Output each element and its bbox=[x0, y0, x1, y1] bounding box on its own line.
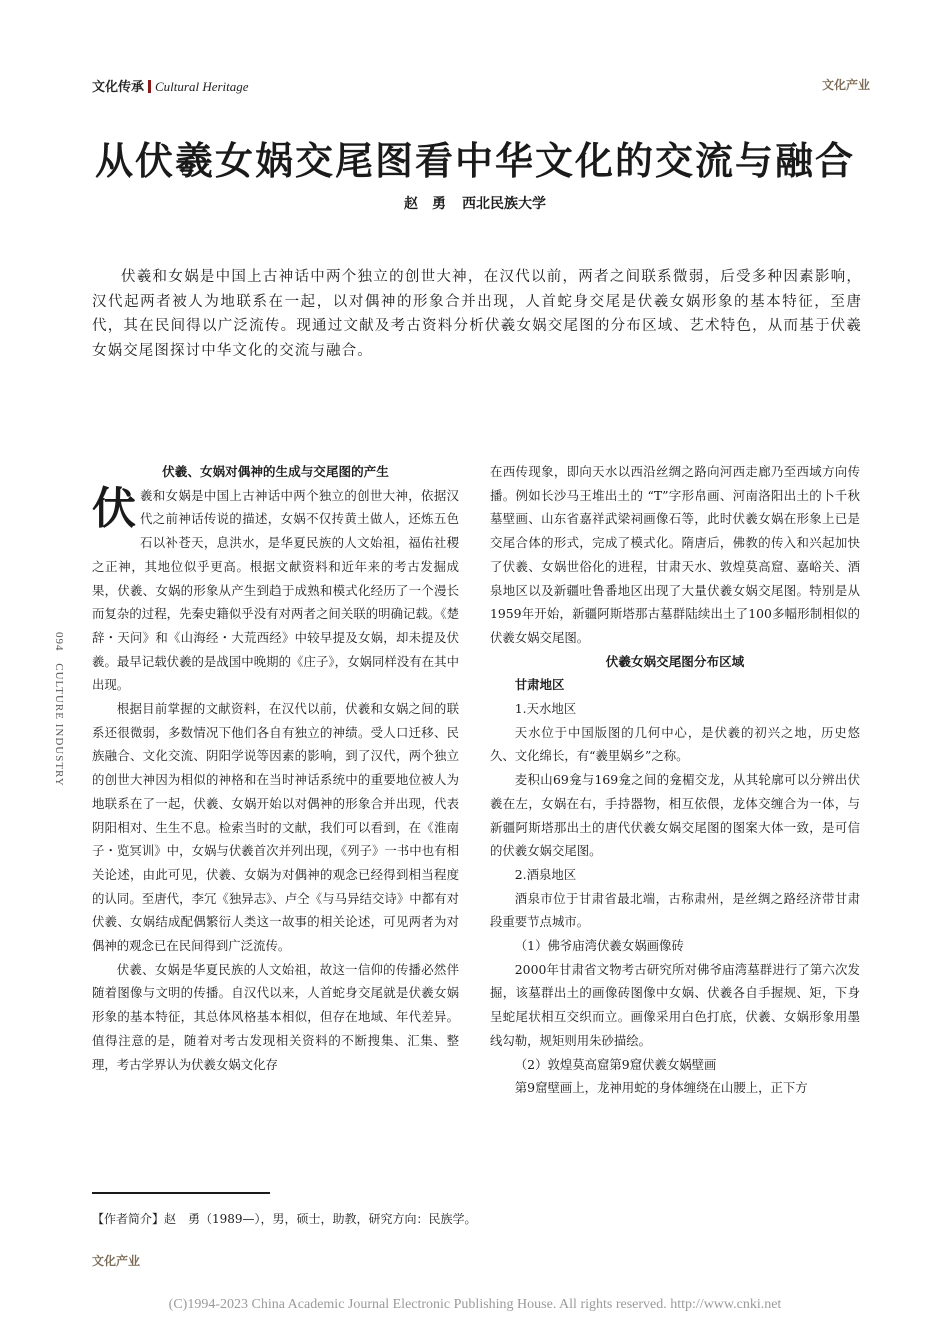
journal-name-footer: 文化产业 bbox=[92, 1254, 141, 1268]
author-footnote: 【作者简介】赵 勇（1989—），男，硕士，助教，研究方向：民族学。 bbox=[92, 1212, 477, 1226]
paragraph: 2000年甘肃省文物考古研究所对佛爷庙湾墓群进行了第六次发掘，该墓群出土的画像砖图像中女娲、伏羲各自手握规、矩，下身呈蛇尾状相互交织而立。画像采用白色打底，伏羲、女娲形象用墨线勾勒，规矩则用朱砂描绘。 bbox=[490, 961, 860, 1048]
section-divider bbox=[148, 80, 151, 93]
list-item: 1.天水地区 bbox=[514, 701, 577, 717]
left-column bbox=[92, 460, 459, 1076]
section-heading: 伏羲女娲交尾图分布区域 bbox=[605, 653, 745, 669]
region-heading: 甘肃地区 bbox=[514, 677, 565, 693]
journal-name-vertical: CULTURE INDUSTRY bbox=[53, 663, 65, 787]
drop-cap: 伏 bbox=[92, 482, 136, 534]
section-title-en: Cultural Heritage bbox=[155, 79, 249, 94]
section-title-cn: 文化传承 bbox=[92, 80, 145, 95]
author-name: 赵 勇 bbox=[404, 196, 446, 212]
paragraph: 根据目前掌握的文献资料，在汉代以前，伏羲和女娲之间的联系还很微弱，多数情况下他们各自有独立的神绩。受人口迁移、民族融合、文化交流、阴阳学说等因素的影响，到了汉代，两个独立的创世大神因为相似的神格和在当时神话系统中的重要地位被人为地联系在了一起，伏羲、女娲开始以对偶神的形象合并出现，代表阴阳相对、生生不息。检索当时的文献，我们可以看到，在《淮南子・览冥训》中，女娲与伏羲首次并列出现，《列子》一书中也有相关论述，由此可见，伏羲、女娲为对偶神的观念已经得到相当程度的认同。至唐代，李冗《独异志》、卢仝《与马异结交诗》中都有对伏羲、女娲结成配偶繁衍人类这一故事的相关论述，可见两者为对偶神的观念已在民间得到广泛流传。 bbox=[92, 701, 459, 954]
page-number: 094 bbox=[53, 632, 65, 652]
article-title: 从伏羲女娲交尾图看中华文化的交流与融合 bbox=[94, 138, 855, 183]
right-column bbox=[490, 460, 860, 1100]
paragraph bbox=[92, 484, 459, 697]
author-affiliation: 西北民族大学 bbox=[462, 196, 546, 212]
paragraph: 第9窟壁画上，龙神用蛇的身体缠绕在山腰上，正下方 bbox=[514, 1080, 808, 1096]
paragraph: 酒泉市位于甘肃省最北端，古称肃州，是丝绸之路经济带甘肃段重要节点城市。 bbox=[490, 890, 860, 930]
paragraph-text: 羲和女娲是中国上古神话中两个独立的创世大神，依据汉代之前神话传说的描述，女娲不仅抟黄土做人，还炼五色石以补苍天，息洪水，是华夏民族的人文始祖，福佑社稷之正神，其地位似乎更高。根据文献资料和近年来的考古发掘成果，伏羲、女娲的形象从产生到趋于成熟和模式化经历了一个漫长而复杂的过程，先秦史籍似乎没有对两者之间关联的明确记载。《楚辞・天问》和《山海经・大荒西经》中较早提及女娲，却未提及伏羲。最早记载伏羲的是战国中晚期的《庄子》，女娲同样没有在其中出现。 bbox=[92, 487, 459, 693]
footnote-rule bbox=[92, 1192, 270, 1194]
paragraph: 在西传现象，即向天水以西沿丝绸之路向河西走廊乃至西域方向传播。例如长沙马王堆出土的 “T”字形帛画、河南洛阳出土的卜千秋墓壁画、山东省嘉祥武梁祠画像石等，此时伏羲女娲在形象上已是交尾合体的形式，完成了模式化。隋唐后，佛教的传入和兴起加快了伏羲、女娲世俗化的进程，甘肃天水、敦煌莫高窟、嘉峪关、酒泉地区以及新疆吐鲁番地区出现了大量伏羲女娲交尾图。特别是从1959年开始，新疆阿斯塔那古墓群陆续出土了100多幅形制相似的伏羲女娲交尾图。 bbox=[490, 464, 860, 645]
paragraph: 伏羲、女娲是华夏民族的人文始祖，故这一信仰的传播必然伴随着图像与文明的传播。自汉代以来，人首蛇身交尾就是伏羲女娲形象的基本特征，其总体风格基本相似，但存在地域、年代差异。值得注意的是，随着对考古发现相关资料的不断搜集、汇集、整理，考古学界认为伏羲女娲文化存 bbox=[92, 961, 459, 1072]
side-margin-label bbox=[53, 632, 65, 787]
section-heading: 伏羲、女娲对偶神的生成与交尾图的产生 bbox=[162, 464, 389, 479]
section-header bbox=[92, 76, 249, 95]
sub-item: （2）敦煌莫高窟第9窟伏羲女娲壁画 bbox=[514, 1056, 717, 1072]
author-line bbox=[0, 193, 950, 213]
paragraph: 麦积山69龛与169龛之间的龛楣交龙，从其轮廓可以分辨出伏羲在左，女娲在右，手持器物，相互依偎，龙体交缠合为一体，与新疆阿斯塔那出土的唐代伏羲女娲交尾图的图案大体一致，是可信的伏羲女娲交尾图。 bbox=[490, 772, 860, 859]
abstract: 伏羲和女娲是中国上古神话中两个独立的创世大神，在汉代以前，两者之间联系微弱，后受多种因素影响，汉代起两者被人为地联系在一起，以对偶神的形象合并出现，人首蛇身交尾是伏羲女娲形象的基本特征，至唐代，其在民间得以广泛流传。现通过文献及考古资料分析伏羲女娲交尾图的分布区域、艺术特色，从而基于伏羲女娲交尾图探讨中华文化的交流与融合。 bbox=[92, 269, 862, 359]
sub-item: （1）佛爷庙湾伏羲女娲画像砖 bbox=[514, 938, 684, 954]
paragraph: 天水位于中国版图的几何中心，是伏羲的初兴之地，历史悠久、文化绵长，有“羲里娲乡”之称。 bbox=[490, 724, 860, 764]
copyright-watermark: (C)1994-2023 China Academic Journal Electronic Publishing House. All rights reserved. http://www.cnki.net bbox=[168, 1297, 782, 1312]
journal-name-header: 文化产业 bbox=[821, 78, 870, 92]
list-item: 2.酒泉地区 bbox=[514, 866, 577, 882]
